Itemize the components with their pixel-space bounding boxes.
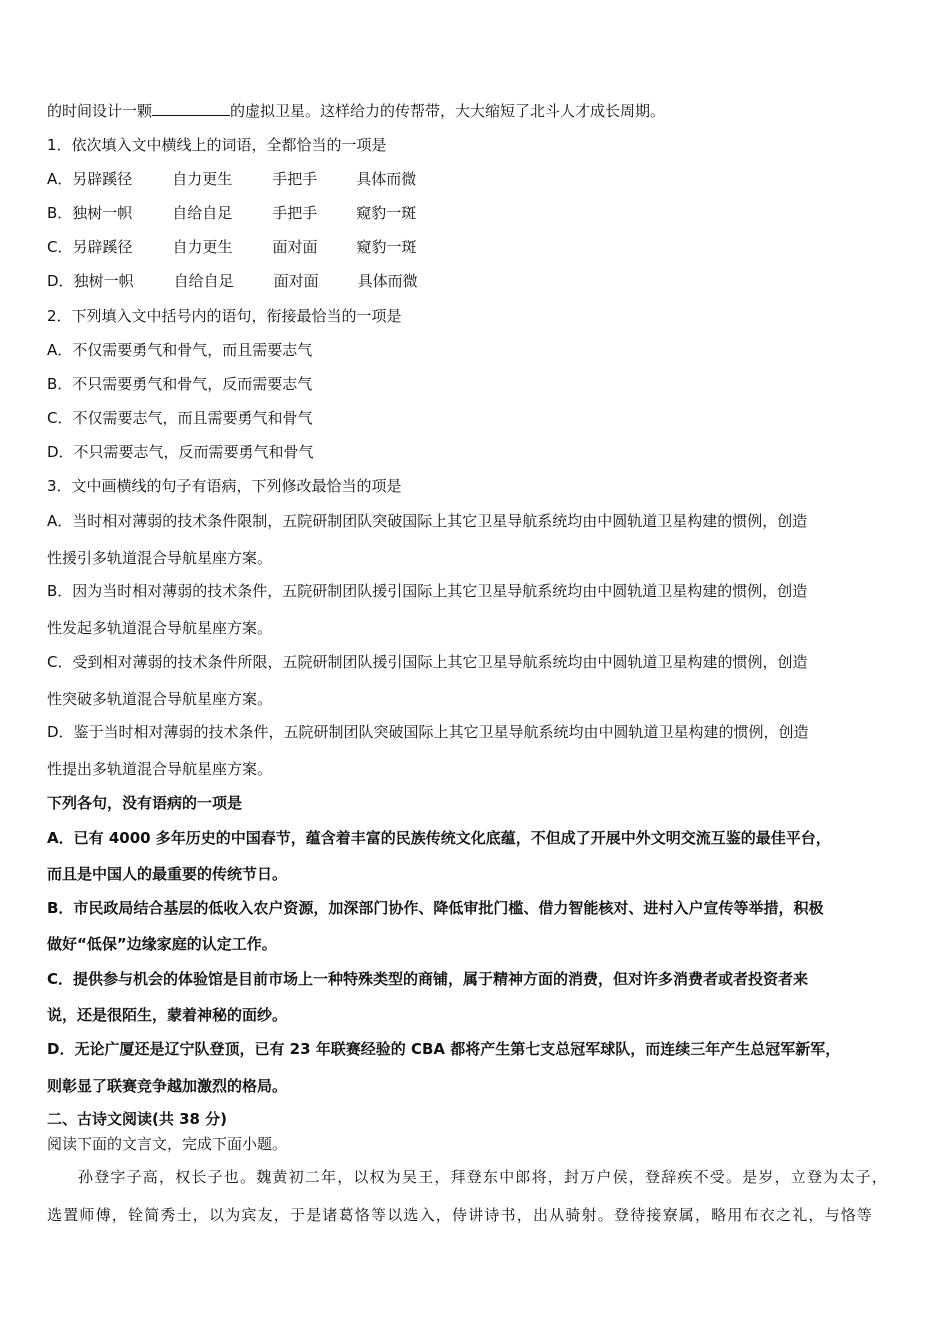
- intro-text-before: 的时间设计一颗: [47, 102, 153, 120]
- section-heading: 二、古诗文阅读(共 38 分): [47, 1110, 228, 1128]
- q3-option-c-line2: 性突破多轨道混合导航星座方案。: [47, 690, 273, 708]
- q1-option-c: [47, 237, 417, 257]
- option-term: 自给自足: [173, 272, 234, 290]
- q3-option-b-line2: 性发起多轨道混合导航星座方案。: [47, 619, 273, 637]
- option-term: 自力更生: [172, 170, 233, 188]
- fill-blank: [152, 101, 230, 116]
- option-term: 手把手: [272, 170, 318, 188]
- q2-stem: 2．下列填入文中括号内的语句，衔接最恰当的一项是: [47, 307, 402, 325]
- option-term: 另辟蹊径: [72, 170, 133, 188]
- option-term: 面对面: [272, 238, 318, 256]
- q2-option-b: B．不只需要勇气和骨气，反而需要志气: [47, 375, 313, 393]
- option-term: 具体而微: [356, 170, 417, 188]
- q3-stem: 3．文中画横线的句子有语病，下列修改最恰当的项是: [47, 477, 402, 495]
- passage-line-2: 选置师傅，铨简秀士，以为宾友，于是诸葛恪等以选入，侍讲诗书，出从骑射。登待接寮属，略用布衣之礼，与恪等: [47, 1206, 874, 1224]
- option-label: A．: [47, 170, 73, 188]
- q3-option-a-line2: 性援引多轨道混合导航星座方案。: [47, 549, 273, 567]
- q3-option-d-line1: D．鉴于当时相对薄弱的技术条件，五院研制团队突破国际上其它卫星导航系统均由中圆轨道卫星构建的惯例，创造: [47, 723, 809, 741]
- option-term: 手把手: [272, 204, 318, 222]
- option-term: 独树一帜: [73, 272, 134, 290]
- q2-option-d: D．不只需要志气，反而需要勇气和骨气: [47, 443, 314, 461]
- option-term: 窥豹一斑: [356, 204, 417, 222]
- option-term: 独树一帜: [72, 204, 133, 222]
- q2-option-c: C．不仅需要志气，而且需要勇气和骨气: [47, 409, 313, 427]
- q4-option-c-line1: C．提供参与机会的体验馆是目前市场上一种特殊类型的商铺，属于精神方面的消费，但对许多消费者或者投资者来: [47, 970, 809, 988]
- passage-line-1: 孙登字子高，权长子也。魏黄初二年，以权为吴王，拜登东中郎将，封万户侯，登辞疾不受。是岁，立登为太子，: [78, 1168, 889, 1186]
- q3-option-c-line1: C．受到相对薄弱的技术条件所限，五院研制团队援引国际上其它卫星导航系统均由中圆轨道卫星构建的惯例，创造: [47, 653, 808, 671]
- q2-option-a: A．不仅需要勇气和骨气，而且需要志气: [47, 341, 313, 359]
- q1-option-b: [47, 203, 416, 223]
- option-term: 面对面: [273, 272, 319, 290]
- q4-option-c-line2: 说，还是很陌生，蒙着神秘的面纱。: [47, 1006, 288, 1024]
- option-term: 自给自足: [172, 204, 233, 222]
- intro-line: [47, 101, 665, 121]
- option-term: 自力更生: [172, 238, 233, 256]
- q4-stem: 下列各句，没有语病的一项是: [47, 794, 243, 812]
- q3-option-d-line2: 性提出多轨道混合导航星座方案。: [47, 760, 273, 778]
- option-term: 窥豹一斑: [356, 238, 417, 256]
- intro-text-after: 的虚拟卫星。这样给力的传帮带，大大缩短了北斗人才成长周期。: [230, 102, 666, 120]
- option-label: D．: [47, 272, 74, 290]
- q4-option-a-line1: A．已有 4000 多年历史的中国春节，蕴含着丰富的民族传统文化底蕴，不但成了开展中外文明交流互鉴的最佳平台，: [47, 829, 831, 847]
- q4-option-b-line2: 做好“低保”边缘家庭的认定工作。: [47, 935, 277, 953]
- option-label: C．: [47, 238, 73, 256]
- q4-option-a-line2: 而且是中国人的最重要的传统节日。: [47, 865, 288, 883]
- q1-stem: 1．依次填入文中横线上的词语，全都恰当的一项是: [47, 136, 387, 154]
- q4-option-d-line1: D．无论广厦还是辽宁队登顶，已有 23 年联赛经验的 CBA 都将产生第七支总冠军球队，而连续三年产生总冠军新军，: [47, 1040, 841, 1058]
- q4-option-b-line1: B．市民政局结合基层的低收入农户资源，加深部门协作、降低审批门槛、借力智能核对、进村入户宣传等举措，积极: [47, 899, 824, 917]
- option-term: 具体而微: [357, 272, 418, 290]
- option-term: 另辟蹊径: [72, 238, 133, 256]
- q3-option-a-line1: A．当时相对薄弱的技术条件限制，五院研制团队突破国际上其它卫星导航系统均由中圆轨道卫星构建的惯例，创造: [47, 512, 808, 530]
- section-instruction: 阅读下面的文言文，完成下面小题。: [47, 1135, 288, 1153]
- q4-option-d-line2: 则彰显了联赛竞争越加激烈的格局。: [47, 1077, 288, 1095]
- q3-option-b-line1: B．因为当时相对薄弱的技术条件，五院研制团队援引国际上其它卫星导航系统均由中圆轨道卫星构建的惯例，创造: [47, 582, 808, 600]
- q1-option-d: [47, 271, 418, 291]
- option-label: B．: [47, 204, 73, 222]
- q1-option-a: [47, 169, 416, 189]
